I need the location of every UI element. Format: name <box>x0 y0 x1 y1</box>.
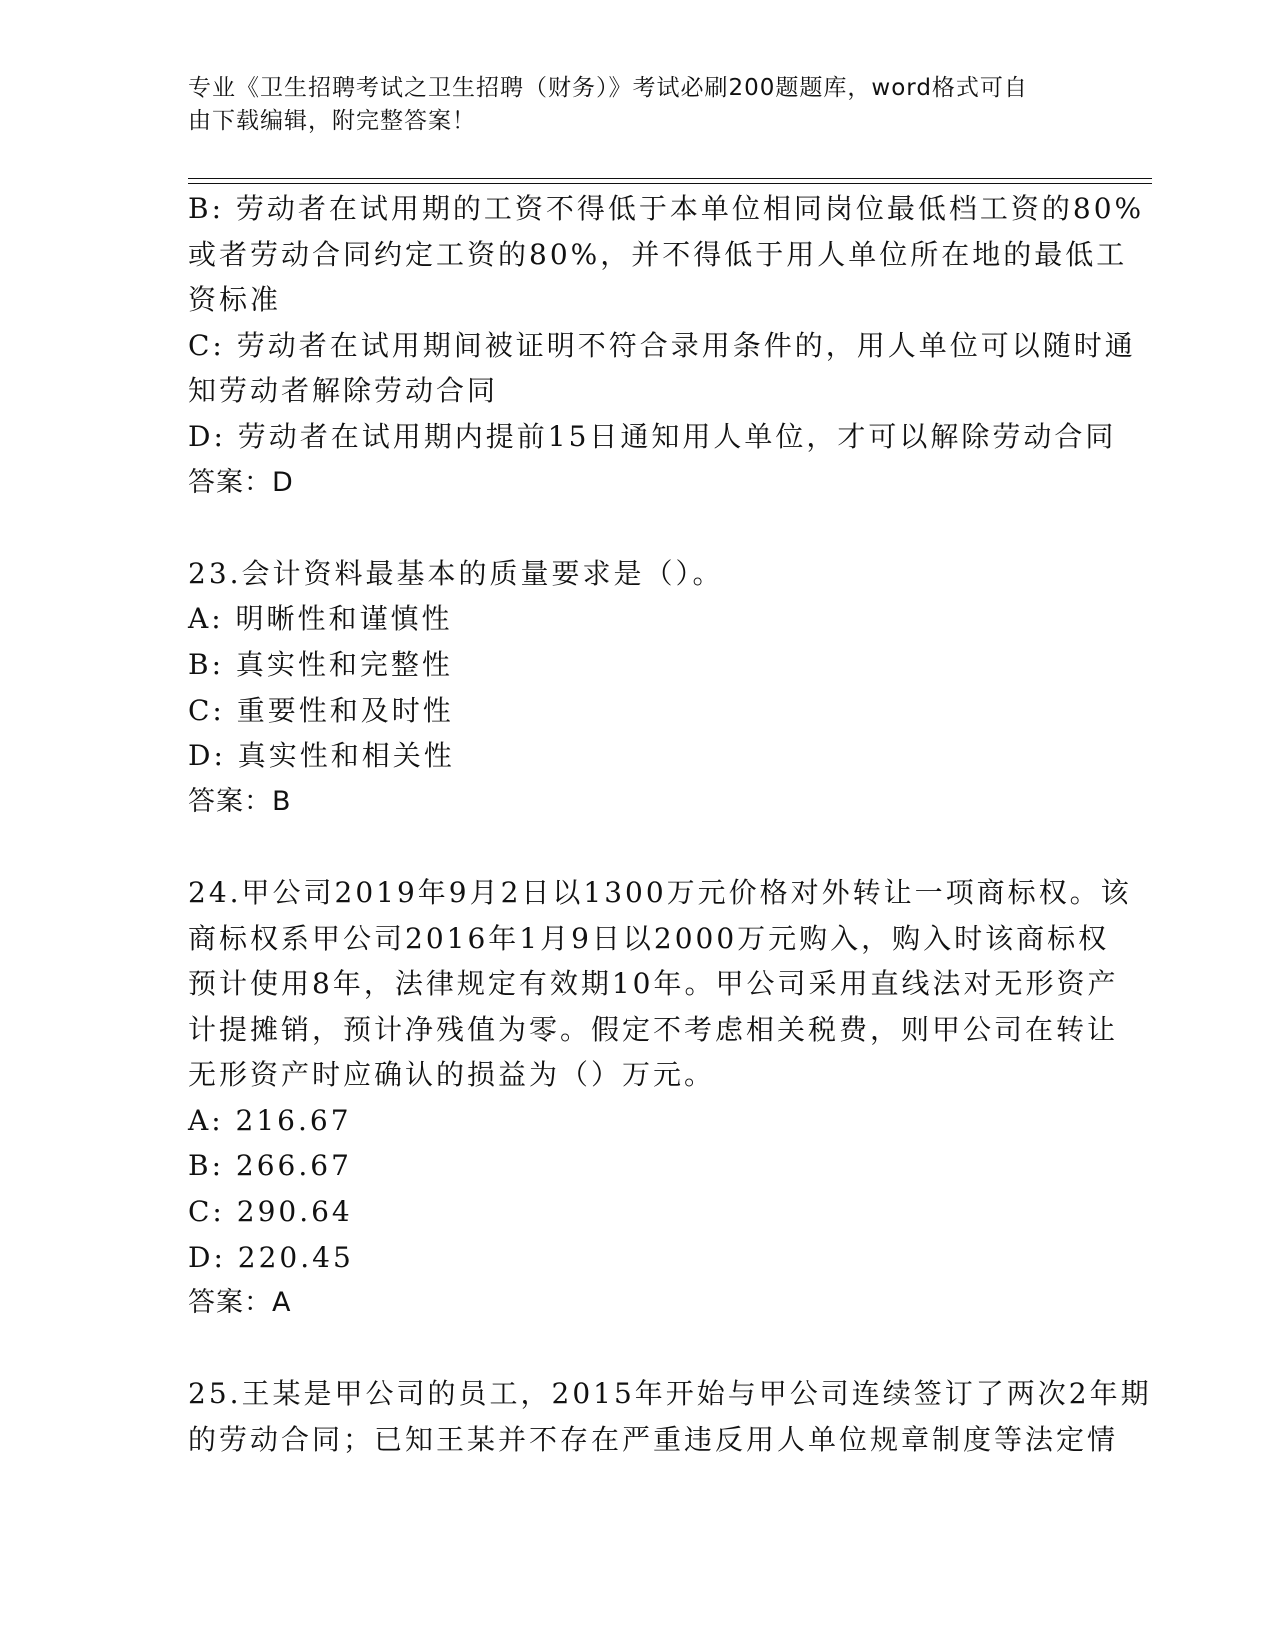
option-b: B: 266.67 <box>188 1149 352 1183</box>
option-d: D: 真实性和相关性 <box>188 739 455 773</box>
question-22-tail <box>188 186 1145 505</box>
question-line-4: 计提摊销，预计净残值为零。假定不考虑相关税费，则甲公司在转让 <box>188 1012 1119 1046</box>
question-24 <box>188 870 1132 1326</box>
option-b-line-2: 或者劳动合同约定工资的80%，并不得低于用人单位所在地的最低工 <box>188 237 1128 271</box>
option-d: D: 220.45 <box>188 1240 354 1274</box>
question-line-5: 无形资产时应确认的损益为（）万元。 <box>188 1058 716 1092</box>
question-line-2: 的劳动合同；已知王某并不存在严重违反用人单位规章制度等法定情 <box>188 1423 1119 1457</box>
question-line-1: 25.王某是甲公司的员工，2015年开始与甲公司连续签订了两次2年期 <box>188 1377 1152 1411</box>
spacer <box>188 505 1088 551</box>
question-line-3: 预计使用8年，法律规定有效期10年。甲公司采用直线法对无形资产 <box>188 967 1119 1001</box>
question-23 <box>188 551 1088 825</box>
option-a: A: 明晰性和谨慎性 <box>188 602 453 636</box>
document-header <box>188 72 1068 138</box>
spacer <box>188 824 1088 870</box>
header-divider-bottom <box>188 183 1152 184</box>
option-c: C: 重要性和及时性 <box>188 693 454 727</box>
question-25 <box>188 1371 1152 1462</box>
option-c-line-2: 知劳动者解除劳动合同 <box>188 374 499 408</box>
option-b-line-3: 资标准 <box>188 283 282 317</box>
answer: 答案：A <box>188 1287 292 1319</box>
answer: 答案：D <box>188 466 294 498</box>
option-b-line-1: B: 劳动者在试用期的工资不得低于本单位相同岗位最低档工资的80% <box>188 192 1145 225</box>
option-c: C: 290.64 <box>188 1195 353 1229</box>
option-d: D: 劳动者在试用期内提前15日通知用人单位，才可以解除劳动合同 <box>188 419 1117 453</box>
question-text: 23.会计资料最基本的质量要求是（）。 <box>188 556 724 590</box>
header-line-2: 由下载编辑，附完整答案！ <box>188 108 476 134</box>
spacer <box>188 1326 1088 1372</box>
document-body <box>188 186 1152 1463</box>
option-c-line-1: C: 劳动者在试用期间被证明不符合录用条件的，用人单位可以随时通 <box>188 328 1136 362</box>
answer: 答案：B <box>188 785 292 817</box>
header-divider-top <box>188 178 1152 179</box>
question-line-2: 商标权系甲公司2016年1月9日以2000万元购入，购入时该商标权 <box>188 921 1110 955</box>
option-b: B: 真实性和完整性 <box>188 647 453 681</box>
option-a: A: 216.67 <box>188 1103 352 1137</box>
question-line-1: 24.甲公司2019年9月2日以1300万元价格对外转让一项商标权。该 <box>188 875 1132 909</box>
header-line-1: 专业《卫生招聘考试之卫生招聘（财务）》考试必刷200题题库，word格式可自 <box>188 75 1028 101</box>
